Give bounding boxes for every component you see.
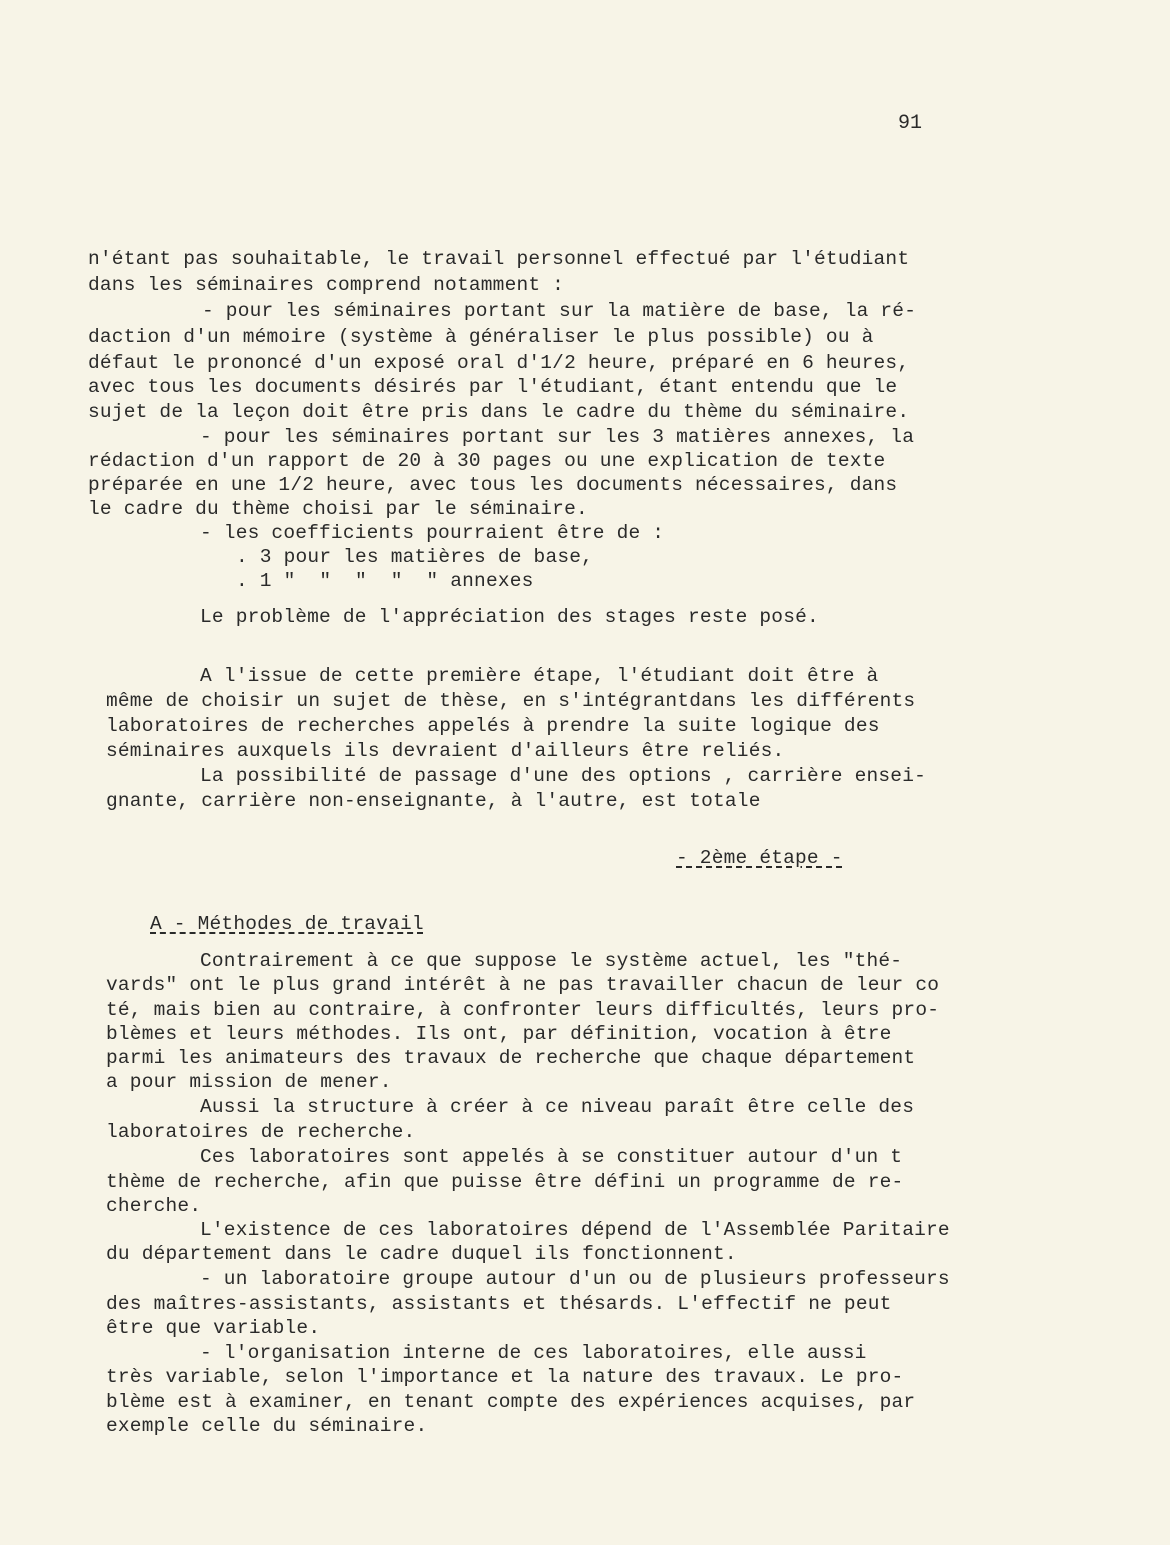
text-line: avec tous les documents désirés par l'étudiant, étant entendu que le [88,376,898,398]
text-line: être que variable. [106,1317,321,1339]
text-line: - l'organisation interne de ces laboratoires, elle aussi [200,1342,867,1364]
text-line: La possibilité de passage d'une des options , carrière ensei- [200,765,927,787]
text-line: rédaction d'un rapport de 20 à 30 pages ou une explication de texte [88,450,886,472]
text-line: blème est à examiner, en tenant compte des expériences acquises, par [106,1391,916,1413]
text-line: Aussi la structure à créer à ce niveau paraît être celle des [200,1096,915,1118]
text-line: laboratoires de recherche. [106,1121,416,1143]
text-line: Ces laboratoires sont appelés à se constituer autour d'un t [200,1146,903,1168]
text-line: thème de recherche, afin que puisse être défini un programme de re- [106,1171,904,1193]
text-line: Contrairement à ce que suppose le système actuel, les "thé- [200,950,903,972]
text-line: parmi les animateurs des travaux de recherche que chaque département [106,1047,916,1069]
text-line: gnante, carrière non-enseignante, à l'autre, est totale [106,790,761,812]
page-number: 91 [898,112,923,135]
text-line: préparée en une 1/2 heure, avec tous les documents nécessaires, dans [88,474,898,496]
text-line: même de choisir un sujet de thèse, en s'intégrantdans les différents [106,690,916,712]
text-line: cherche. [106,1195,202,1217]
text-line: - les coefficients pourraient être de : [200,522,665,544]
text-line: séminaires auxquels ils devraient d'ailleurs être reliés. [106,740,785,762]
heading-line: - 2ème étape - [676,847,843,869]
text-line: A l'issue de cette première étape, l'étudiant doit être à [200,665,879,687]
text-line: L'existence de ces laboratoires dépend de l'Assemblée Paritaire [200,1219,950,1241]
text-line: laboratoires de recherches appelés à prendre la suite logique des [106,715,880,737]
text-line: sujet de la leçon doit être pris dans le cadre du thème du séminaire. [88,401,910,423]
text-line: défaut le prononcé d'un exposé oral d'1/2 heure, préparé en 6 heures, [88,352,910,374]
text-line: - un laboratoire groupe autour d'un ou de plusieurs professeurs [200,1268,950,1290]
text-line: Le problème de l'appréciation des stages reste posé. [200,606,819,628]
text-line: - pour les séminaires portant sur les 3 matières annexes, la [200,426,915,448]
text-line: vards" ont le plus grand intérêt à ne pas travailler chacun de leur co [106,974,940,996]
text-line: - pour les séminaires portant sur la matière de base, la ré- [202,300,917,322]
text-line: dans les séminaires comprend notamment : [88,274,565,296]
text-line: très variable, selon l'importance et la nature des travaux. Le pro- [106,1366,904,1388]
text-line: le cadre du thème choisi par le séminaire. [88,498,588,520]
text-line: n'étant pas souhaitable, le travail personnel effectué par l'étudiant [88,248,910,270]
text-line: daction d'un mémoire (système à généraliser le plus possible) ou à [88,326,874,348]
text-line: exemple celle du séminaire. [106,1415,428,1437]
text-line: . 1 " " " " " annexes [236,570,534,592]
text-line: des maîtres-assistants, assistants et thésards. L'effectif ne peut [106,1293,892,1315]
text-line: té, mais bien au contraire, à confronter leurs difficultés, leurs pro- [106,999,940,1021]
text-line: . 3 pour les matières de base, [236,546,594,568]
text-line: a pour mission de mener. [106,1071,392,1093]
text-line: du département dans le cadre duquel ils fonctionnent. [106,1243,737,1265]
text-line: blèmes et leurs méthodes. Ils ont, par définition, vocation à être [106,1023,892,1045]
heading-line: A - Méthodes de travail [150,913,424,935]
